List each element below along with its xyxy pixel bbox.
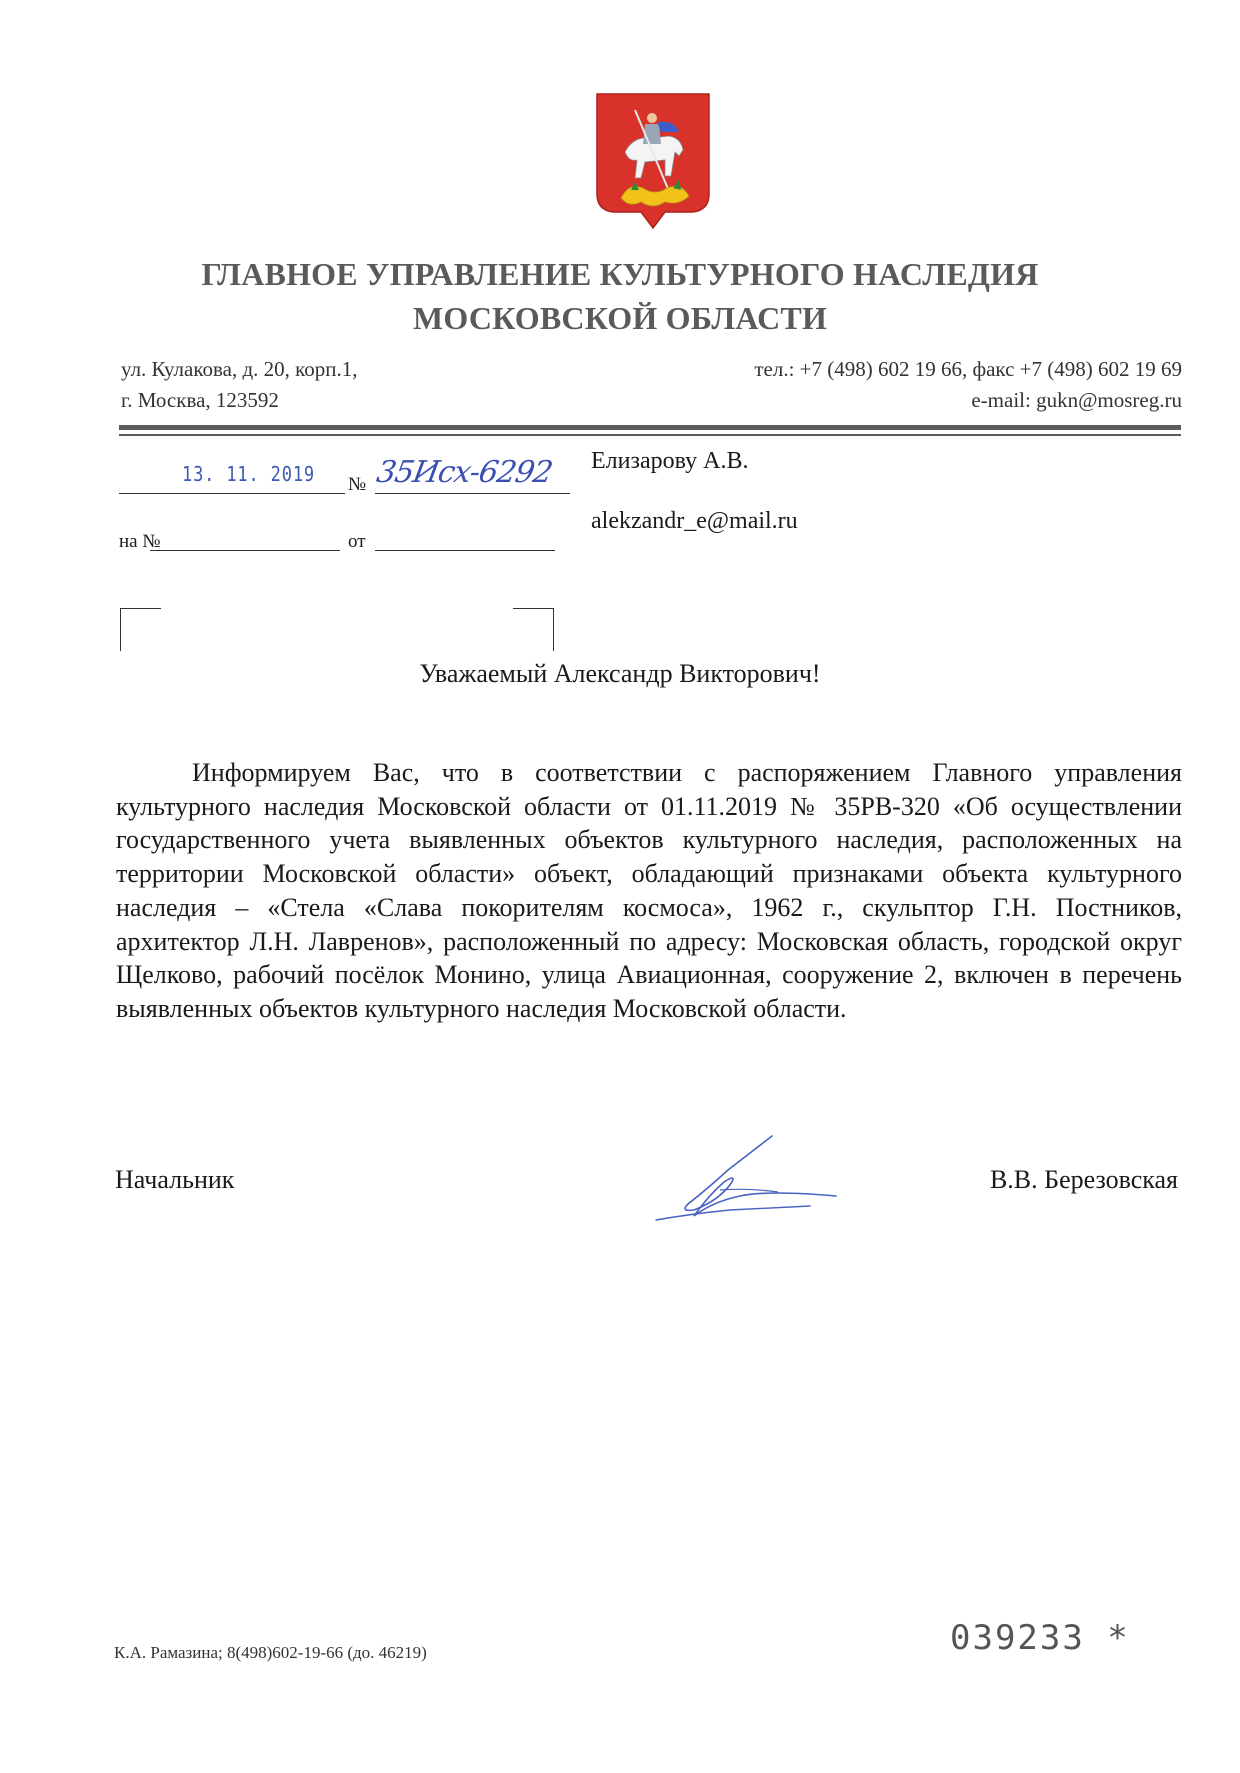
registration-date: 13. 11. 2019 — [182, 462, 316, 486]
recipient-name: Елизарову А.В. — [591, 448, 749, 474]
greeting: Уважаемый Александр Викторович! — [419, 659, 821, 688]
coat-of-arms-icon — [595, 92, 711, 230]
reply-to-underline — [150, 550, 340, 551]
org-title-line2: МОСКОВСКОЙ ОБЛАСТИ — [412, 300, 828, 336]
address-line1: ул. Кулакова, д. 20, корп.1, — [121, 357, 358, 381]
header-email: e-mail: gukn@mosreg.ru — [971, 388, 1182, 412]
number-underline — [375, 493, 570, 494]
org-title-line1: ГЛАВНОЕ УПРАВЛЕНИЕ КУЛЬТУРНОГО НАСЛЕДИЯ — [201, 256, 1039, 292]
phone-fax: тел.: +7 (498) 602 19 66, факс +7 (498) 602 19 69 — [754, 357, 1182, 381]
header-divider-thick — [119, 425, 1181, 430]
reply-to-label: на № — [119, 531, 161, 552]
corner-mark-left — [120, 608, 161, 651]
recipient-email: alekzandr_e@mail.ru — [591, 508, 798, 534]
corner-mark-right — [513, 608, 554, 651]
from-underline — [375, 550, 555, 551]
number-sign: № — [348, 474, 367, 495]
executor-contact: К.А. Рамазина; 8(498)602-19-66 (до. 46219) — [114, 1643, 427, 1662]
header-divider-thin — [119, 434, 1181, 436]
handwritten-signature — [650, 1130, 840, 1226]
letter-body: Информируем Вас, что в соответствии с распоряжением Главного управления культурного наследия Московской области от 01.11.2019 № 35РВ-320 «Об осуществлении государственного учета выявленных объектов культурного наследия, расположенных на территории Московской области» объект, обладающий признаками объекта культурного наследия – «Стела «Слава покорителям космоса», 1962 г., скульптор Г.Н. Постников, архитектор Л.Н. Лавренов», расположенный по адресу: Московская область, городской округ Щелково, рабочий посёлок Монино, улица Авиационная, сооружение 2, включен в перечень выявленных объектов культурного наследия Московской области. — [116, 758, 1182, 1023]
from-label: от — [348, 531, 366, 552]
signatory-title: Начальник — [115, 1165, 235, 1194]
registration-number: 35Исх-6292 — [373, 455, 555, 490]
signatory-name: В.В. Березовская — [989, 1165, 1178, 1194]
date-underline — [119, 493, 345, 494]
registry-number: 039233 * — [950, 1618, 1130, 1658]
address-line2: г. Москва, 123592 — [121, 388, 279, 412]
